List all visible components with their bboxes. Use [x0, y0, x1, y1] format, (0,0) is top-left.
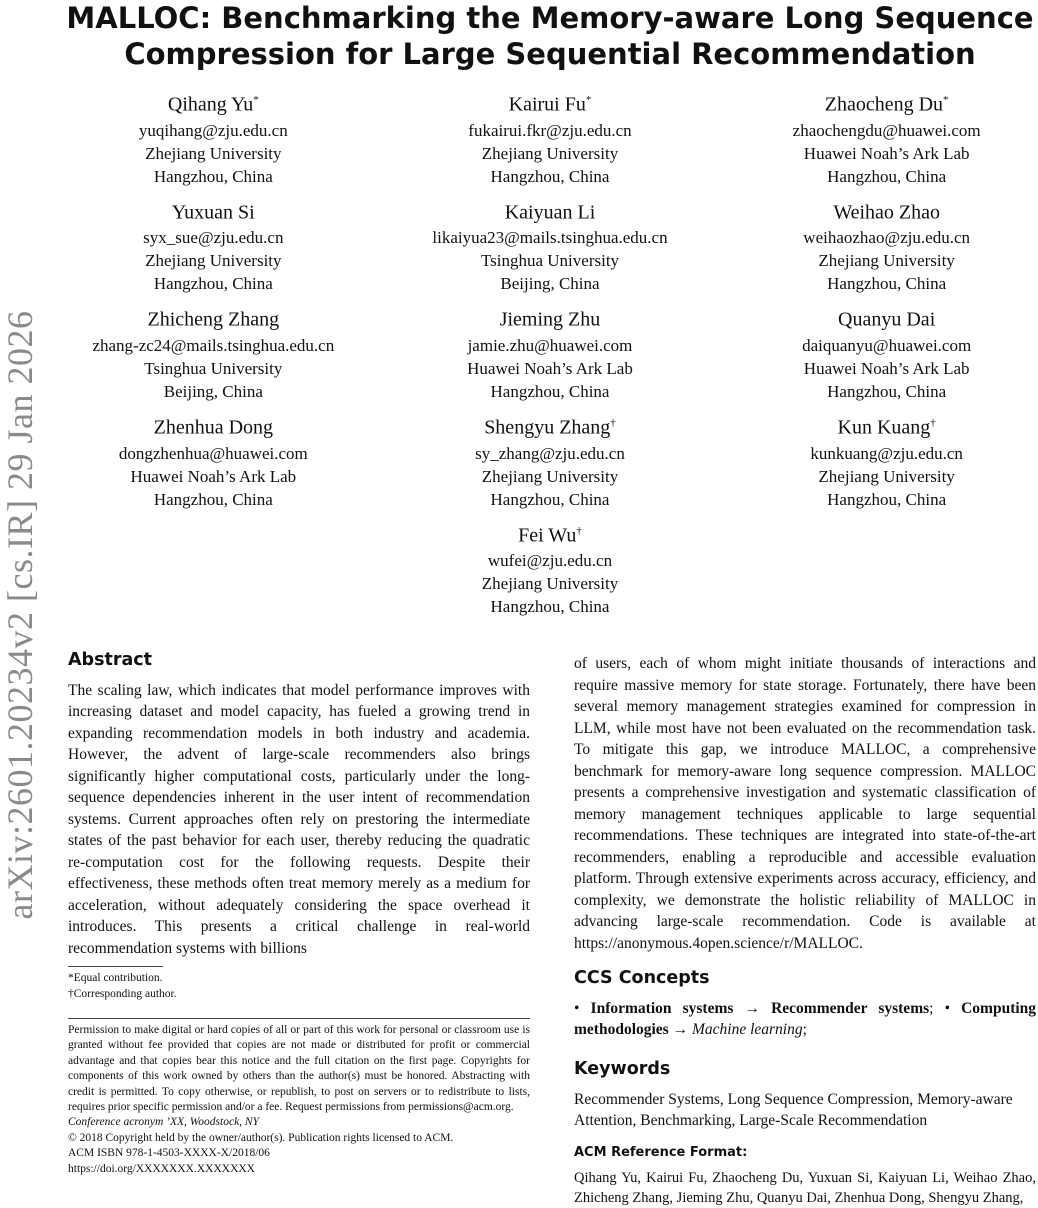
footnote-equal-contribution: *Equal contribution. — [68, 972, 163, 984]
author-affiliation: Zhejiang University — [481, 143, 619, 163]
author-name: Yuxuan Si — [171, 201, 255, 224]
author-email: fukairui.fkr@zju.edu.cn — [468, 120, 632, 140]
ccs-separator: ; — [929, 999, 934, 1017]
footnotes — [68, 966, 530, 1002]
author-email: jamie.zhu@huawei.com — [467, 335, 633, 355]
author-location: Beijing, China — [500, 274, 600, 294]
author-name: Shengyu Zhang — [484, 416, 611, 439]
copyright-line: © 2018 Copyright held by the owner/author(s). Publication rights licensed to ACM. — [68, 1131, 454, 1144]
ccs-bullet: • — [574, 999, 580, 1017]
author-name: Fei Wu — [518, 524, 577, 547]
author-email: wufei@zju.edu.cn — [487, 551, 613, 571]
author-email: sy_zhang@zju.edu.cn — [475, 443, 625, 463]
permission-block — [68, 1018, 530, 1177]
author-email: yuqihang@zju.edu.cn — [138, 120, 288, 140]
author-name: Zhenhua Dong — [153, 416, 274, 439]
ccs-concept-1-sub: Recommender systems — [771, 999, 930, 1017]
author-mark: * — [585, 94, 592, 106]
keywords-section — [574, 1059, 1036, 1132]
author-location: Beijing, China — [163, 381, 263, 401]
ccs-bullet: • — [944, 999, 950, 1017]
ccs-arrow: → — [744, 999, 760, 1017]
keywords-heading: Keywords — [574, 1059, 671, 1079]
author-affiliation: Tsinghua University — [480, 251, 620, 271]
author-name: Zhaocheng Du — [824, 93, 944, 116]
acm-reference-text: Qihang Yu, Kairui Fu, Zhaocheng Du, Yuxuan Si, Kaiyuan Li, Weihao Zhao, Zhicheng Zhang, Jieming Zhu, Quanyu Dai, Zhenhua Dong, Shengyu Zhang, — [574, 1169, 1036, 1206]
author-location: Hangzhou, China — [153, 166, 273, 186]
author-affiliation: Zhejiang University — [818, 466, 955, 486]
author-affiliation: Huawei Noah’s Ark Lab — [803, 143, 970, 163]
author-block — [718, 194, 1038, 296]
ccs-concepts — [574, 998, 1036, 1041]
abstract-continuation — [574, 653, 1036, 954]
author-block — [382, 409, 719, 511]
keywords-text: Recommender Systems, Long Sequence Compression, Memory-aware Attention, Benchmarking, Large-Scale Recommendation — [574, 1090, 1013, 1129]
acm-reference-heading: ACM Reference Format: — [574, 1145, 748, 1160]
abstract-section — [68, 650, 530, 959]
author-affiliation: Tsinghua University — [144, 358, 283, 378]
author-location: Hangzhou, China — [827, 274, 947, 294]
author-grid — [45, 86, 1038, 618]
author-email: weihaozhao@zju.edu.cn — [803, 228, 970, 248]
author-email: dongzhenhua@huawei.com — [118, 443, 308, 463]
acm-reference-section — [574, 1142, 1036, 1208]
paper-title: MALLOC: Benchmarking the Memory-aware Long Sequence Compression for Large Sequential Recommendation — [66, 1, 1034, 71]
author-affiliation: Zhejiang University — [481, 466, 619, 486]
author-block — [382, 517, 719, 619]
author-email: zhang-zc24@mails.tsinghua.edu.cn — [92, 335, 335, 355]
permission-text: Permission to make digital or hard copies of all or part of this work for personal or classroom use is granted without fee provided that copies are not made or distributed for profit or commercial advantage and that copies bear this notice and the full citation on the first page. Copyrights for components of this work owned by others than the author(s) must be honored. Abstracting with credit is permitted. To copy otherwise, or republish, to post on servers or to redistribute to lists, requires prior specific permission and/or a fee. Request permissions from permissions@acm.org. — [68, 1024, 530, 1114]
ccs-concept-2-sub: Machine learning — [691, 1021, 803, 1038]
permission-rule — [68, 1018, 530, 1019]
abstract-text-right: of users, each of whom might initiate thousands of interactions and require massive memory for state storage. Fortunately, there have been several memory management strategies examined for compression in LLM, while most have not been evaluated on the recommendation task. To mitigate this gap, we introduce MALLOC, a comprehensive benchmark for memory-aware long sequence compression. MALLOC presents a comprehensive investigation and systematic classification of memory management techniques applicable to large sequential recommendations. These techniques are integrated into state-of-the-art recommenders, enabling a reproducible and accessible evaluation platform. Through extensive experiments across accuracy, efficiency, and complexity, we demonstrate the holistic reliability of MALLOC in advancing large-scale recommendation. Code is available at https://anonymous.4open.science/r/MALLOC. — [574, 655, 1036, 952]
ccs-end: ; — [802, 1021, 807, 1038]
author-mark: † — [610, 416, 616, 429]
author-location: Hangzhou, China — [153, 489, 273, 509]
author-email: syx_sue@zju.edu.cn — [143, 228, 284, 248]
author-name: Kaiyuan Li — [504, 201, 596, 224]
ccs-section — [574, 968, 1036, 1041]
author-block — [45, 409, 382, 511]
author-affiliation: Huawei Noah’s Ark Lab — [130, 466, 297, 486]
author-block — [45, 86, 382, 188]
author-name: Quanyu Dai — [838, 308, 936, 331]
ccs-concept-1: Information systems — [590, 999, 734, 1017]
author-mark: † — [576, 524, 582, 537]
author-name: Kairui Fu — [508, 93, 586, 116]
author-affiliation: Zhejiang University — [145, 143, 282, 163]
author-block — [382, 301, 719, 403]
author-name: Weihao Zhao — [833, 201, 940, 224]
author-block — [718, 301, 1038, 403]
author-block — [45, 194, 382, 296]
doi-line: https://doi.org/XXXXXXX.XXXXXXX — [68, 1162, 255, 1175]
abstract-text-left: The scaling law, which indicates that model performance improves with increasing dataset and model capacity, has fueled a growing trend in expanding recommendation models in both industry and academia. However, the advent of large-scale recommenders also brings significantly higher computational costs, particularly under the long-sequence dependencies inherent in the user intent of recommendation systems. Current approaches often rely on prestoring the intermediate states of the past behavior for each user, thereby reducing the quadratic re-computation cost for the following requests. Despite their effectiveness, these methods often treat memory merely as a medium for acceleration, without adequately considering the space overhead it introduces. This presents a critical challenge in real-world recommendation systems with billions — [68, 681, 530, 957]
author-mark: * — [943, 94, 949, 106]
author-name: Jieming Zhu — [499, 308, 601, 331]
author-block — [718, 409, 1038, 511]
author-location: Hangzhou, China — [490, 166, 610, 186]
isbn-line: ACM ISBN 978-1-4503-XXXX-X/2018/06 — [68, 1147, 270, 1160]
abstract-heading: Abstract — [68, 650, 153, 670]
footnote-corresponding-author: †Corresponding author. — [68, 988, 177, 1000]
author-affiliation: Huawei Noah’s Ark Lab — [803, 358, 970, 378]
ccs-arrow: → — [672, 1021, 689, 1038]
arxiv-sidebar — [0, 270, 40, 960]
author-mark: † — [930, 416, 936, 429]
footnote-rule — [68, 966, 163, 967]
author-location: Hangzhou, China — [490, 489, 610, 509]
author-affiliation: Zhejiang University — [145, 251, 282, 271]
author-block — [382, 86, 719, 188]
author-email: likaiyua23@mails.tsinghua.edu.cn — [432, 228, 668, 248]
author-affiliation: Zhejiang University — [481, 574, 619, 594]
author-email: daiquanyu@huawei.com — [802, 335, 972, 355]
author-name: Zhicheng Zhang — [147, 308, 280, 331]
author-email: zhaochengdu@huawei.com — [792, 120, 981, 140]
conference-line: Conference acronym ’XX, Woodstock, NY — [68, 1116, 259, 1129]
author-affiliation: Huawei Noah’s Ark Lab — [467, 358, 633, 378]
author-block — [382, 194, 719, 296]
author-name: Qihang Yu — [167, 93, 254, 116]
author-location: Hangzhou, China — [153, 274, 273, 294]
author-location: Hangzhou, China — [827, 489, 947, 509]
author-name: Kun Kuang — [837, 416, 931, 439]
arxiv-identifier: arXiv:2601.20234v2 [cs.IR] 29 Jan 2026 — [0, 310, 40, 920]
author-block — [718, 86, 1038, 188]
author-mark: * — [253, 94, 259, 106]
author-location: Hangzhou, China — [827, 381, 947, 401]
author-block — [45, 301, 382, 403]
ccs-concept-2: Computing methodologies — [574, 999, 1037, 1038]
author-email: kunkuang@zju.edu.cn — [810, 443, 963, 463]
ccs-heading: CCS Concepts — [574, 968, 710, 988]
author-location: Hangzhou, China — [827, 166, 947, 186]
author-location: Hangzhou, China — [490, 381, 610, 401]
author-location: Hangzhou, China — [490, 597, 610, 617]
author-affiliation: Zhejiang University — [818, 251, 955, 271]
